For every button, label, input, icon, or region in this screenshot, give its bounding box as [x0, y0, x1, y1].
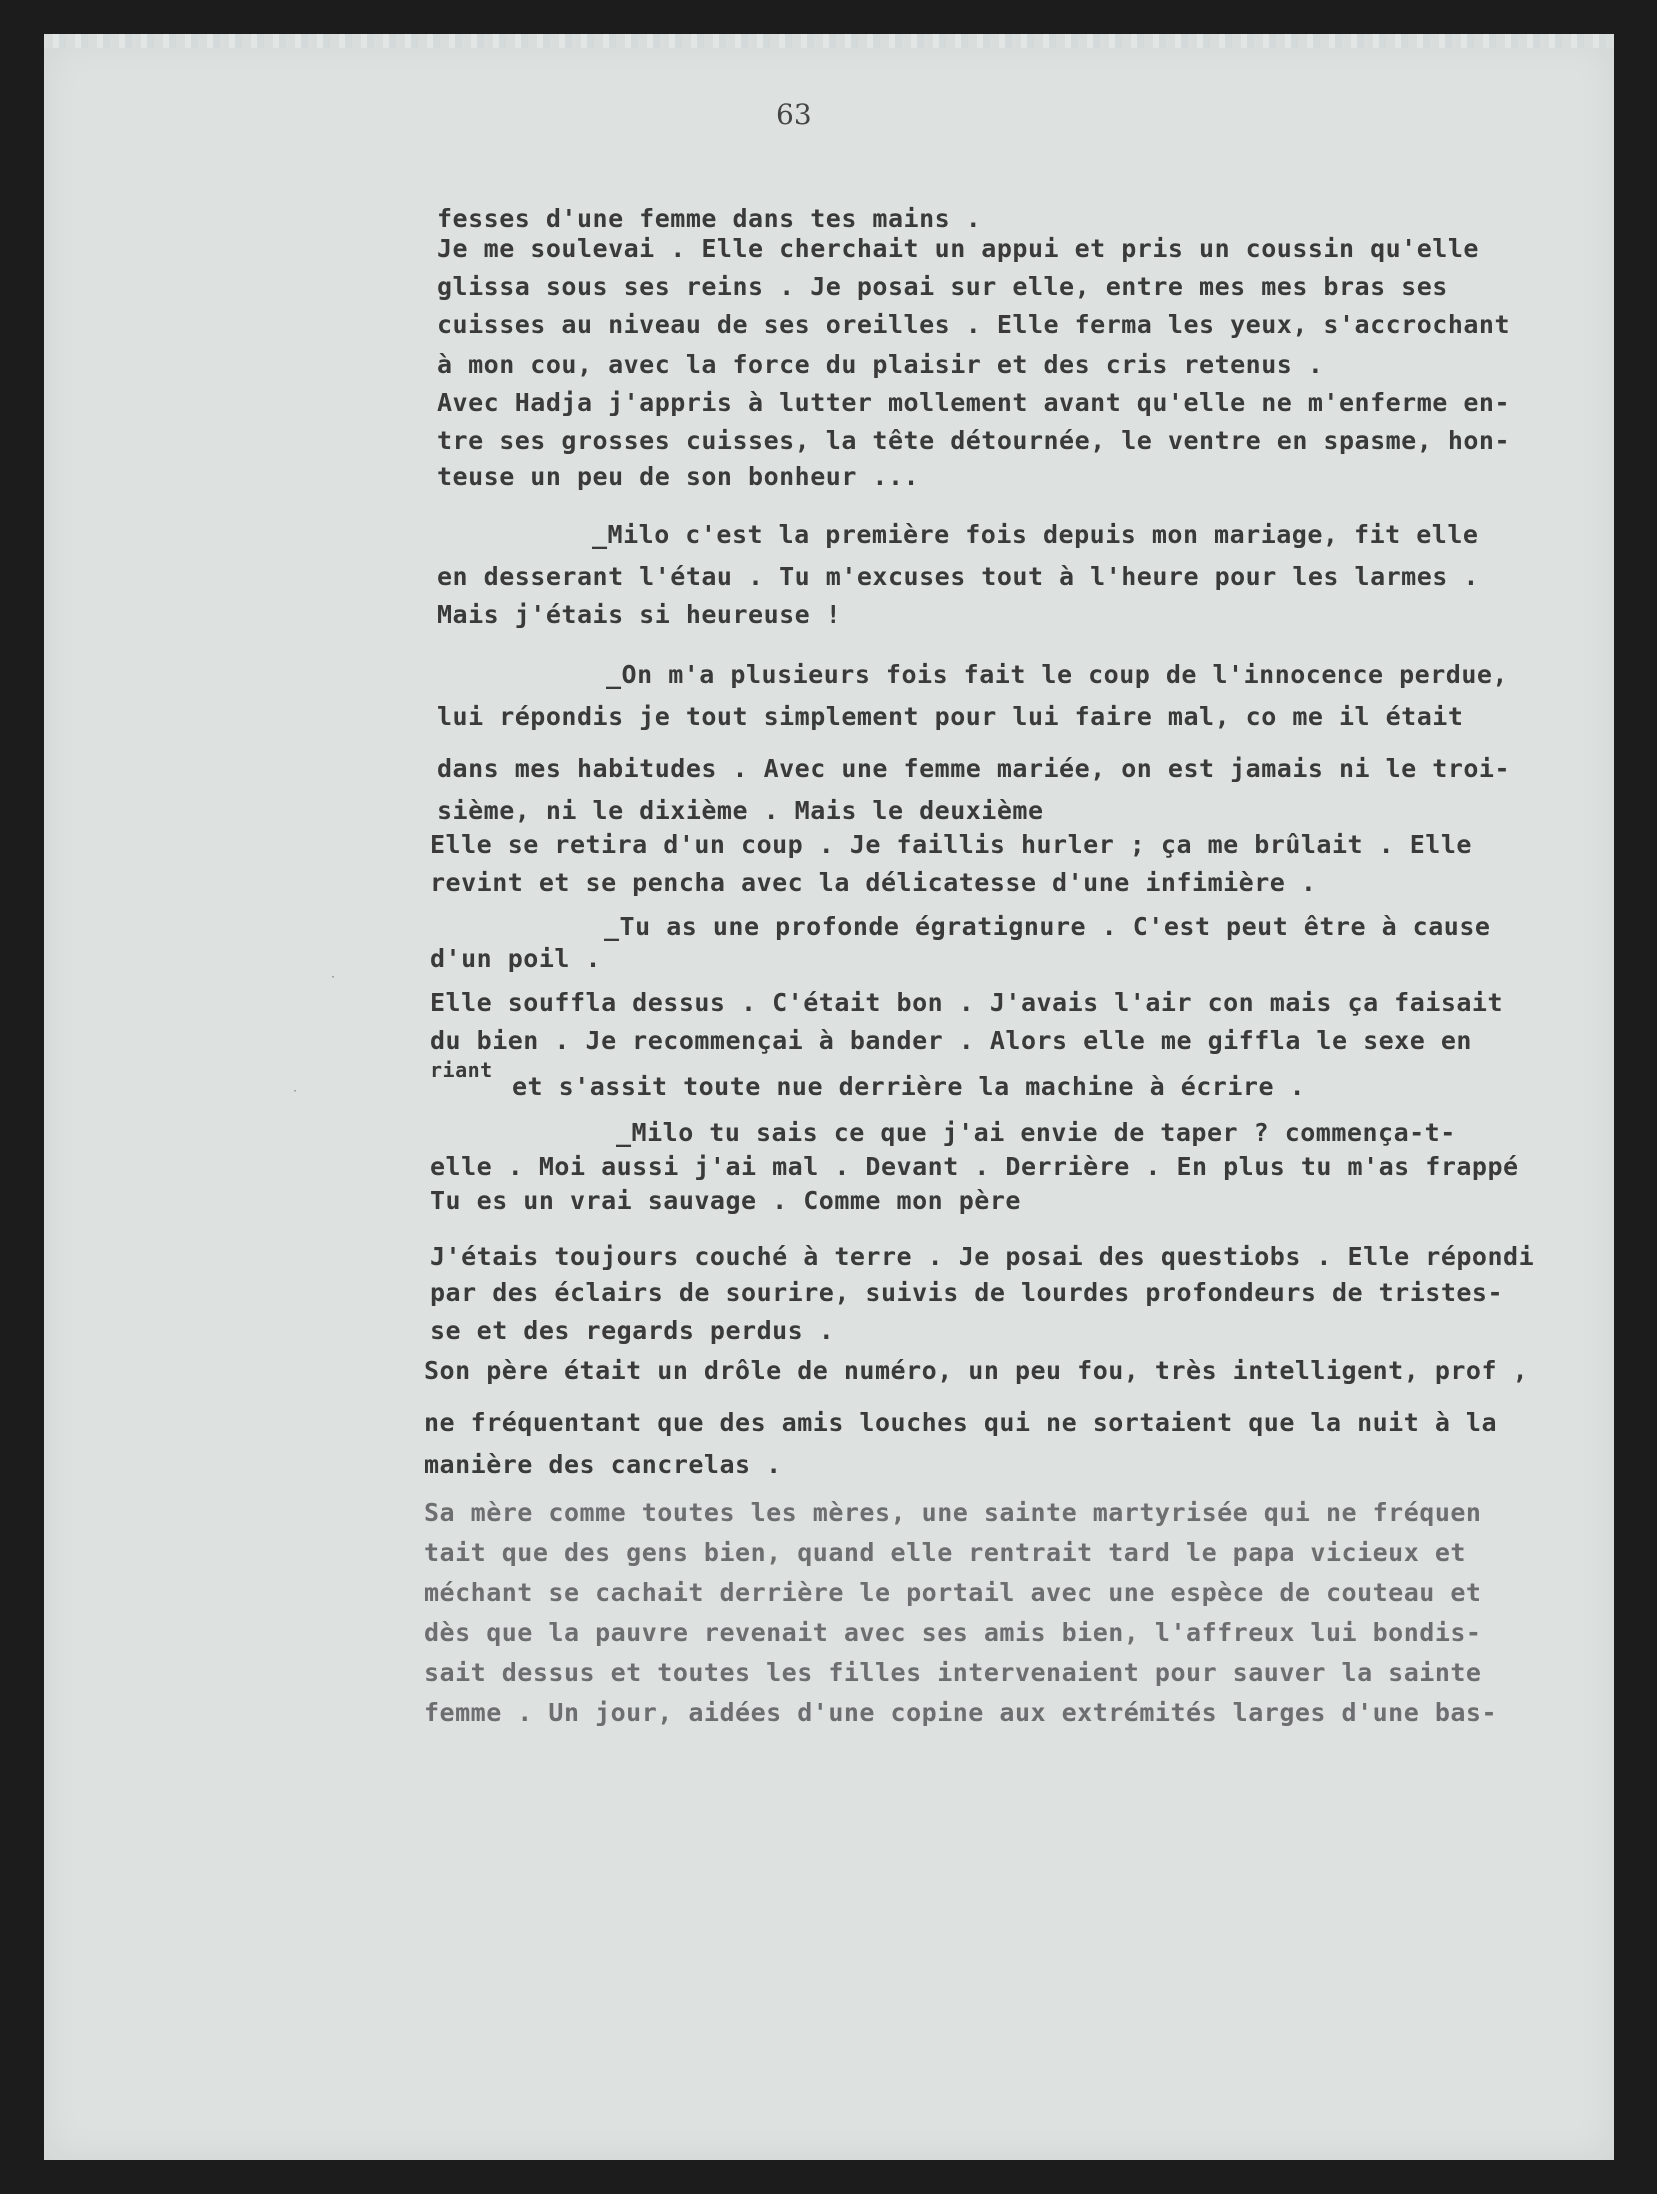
paper-speck: ·	[330, 972, 337, 983]
text-line: se et des regards perdus .	[430, 1316, 835, 1345]
text-line: fesses d'une femme dans tes mains .	[437, 204, 982, 233]
text-line: glissa sous ses reins . Je posai sur elle, entre mes mes bras ses	[437, 272, 1448, 301]
text-line: Son père était un drôle de numéro, un peu fou, très intelligent, prof ,	[424, 1356, 1529, 1385]
text-line: Sa mère comme toutes les mères, une sainte martyrisée qui ne fréquen	[424, 1498, 1482, 1527]
text-line: J'étais toujours couché à terre . Je posai des questiobs . Elle répondi	[430, 1242, 1535, 1271]
text-line: en desserant l'étau . Tu m'excuses tout à l'heure pour les larmes .	[437, 562, 1479, 591]
text-line: _Milo tu sais ce que j'ai envie de taper ? commença-t-	[616, 1118, 1456, 1147]
text-line: cuisses au niveau de ses oreilles . Elle ferma les yeux, s'accrochant	[437, 310, 1511, 339]
text-line: manière des cancrelas .	[424, 1450, 782, 1479]
text-line: Je me soulevai . Elle cherchait un appui et pris un coussin qu'elle	[437, 234, 1479, 263]
text-line: elle . Moi aussi j'ai mal . Devant . Derrière . En plus tu m'as frappé	[430, 1152, 1519, 1181]
text-line: méchant se cachait derrière le portail avec une espèce de couteau et	[424, 1578, 1482, 1607]
text-line: tre ses grosses cuisses, la tête détournée, le ventre en spasme, hon-	[437, 426, 1511, 455]
text-line: par des éclairs de sourire, suivis de lourdes profondeurs de tristes-	[430, 1278, 1504, 1307]
text-line: d'un poil .	[430, 944, 602, 973]
text-line: revint et se pencha avec la délicatesse d'une infimière .	[430, 868, 1317, 897]
text-line: lui répondis je tout simplement pour lui faire mal, co me il était	[437, 702, 1464, 731]
typewritten-page	[44, 40, 1614, 2160]
text-line: Mais j'étais si heureuse !	[437, 600, 842, 629]
text-line: riant	[430, 1058, 493, 1082]
text-line: sième, ni le dixième . Mais le deuxième	[437, 796, 1044, 825]
text-line: dans mes habitudes . Avec une femme mariée, on est jamais ni le troi-	[437, 754, 1511, 783]
text-line: dès que la pauvre revenait avec ses amis bien, l'affreux lui bondis-	[424, 1618, 1482, 1647]
text-line: ne fréquentant que des amis louches qui ne sortaient que la nuit à la	[424, 1408, 1498, 1437]
text-line: Tu es un vrai sauvage . Comme mon père	[430, 1186, 1021, 1215]
text-line: sait dessus et toutes les filles intervenaient pour sauver la sainte	[424, 1658, 1482, 1687]
text-line: femme . Un jour, aidées d'une copine aux extrémités larges d'une bas-	[424, 1698, 1498, 1727]
text-line: Elle se retira d'un coup . Je faillis hurler ; ça me brûlait . Elle	[430, 830, 1472, 859]
text-line: teuse un peu de son bonheur ...	[437, 462, 920, 491]
text-line: Avec Hadja j'appris à lutter mollement avant qu'elle ne m'enferme en-	[437, 388, 1511, 417]
text-line: tait que des gens bien, quand elle rentrait tard le papa vicieux et	[424, 1538, 1466, 1567]
text-line: _Tu as une profonde égratignure . C'est peut être à cause	[604, 912, 1491, 941]
text-line: à mon cou, avec la force du plaisir et des cris retenus .	[437, 350, 1324, 379]
text-line: _On m'a plusieurs fois fait le coup de l'innocence perdue,	[606, 660, 1508, 689]
page-body	[44, 40, 1614, 2160]
text-line: du bien . Je recommençai à bander . Alors elle me giffla le sexe en	[430, 1026, 1472, 1055]
paper-speck: ·	[292, 1086, 299, 1097]
text-line: Elle souffla dessus . C'était bon . J'avais l'air con mais ça faisait	[430, 988, 1504, 1017]
page-number: 63	[776, 98, 812, 131]
text-line: _Milo c'est la première fois depuis mon mariage, fit elle	[592, 520, 1479, 549]
text-line: et s'assit toute nue derrière la machine à écrire .	[512, 1072, 1306, 1101]
